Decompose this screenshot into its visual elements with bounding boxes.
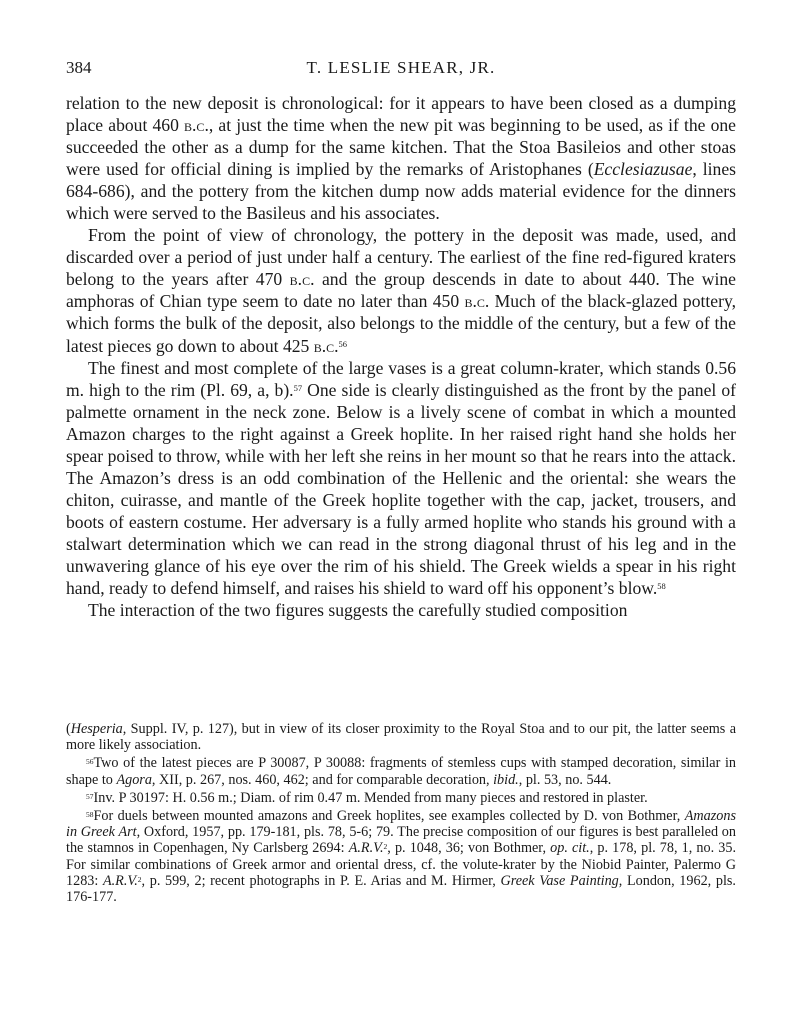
paragraph-3: The finest and most complete of the large vases is a great column-krater, which stands 0.56 m. high to the rim (Pl. 69, a, b).$^{57}$ One side is clearly distinguished as the front by the panel of palmette ornament in the neck zone. Below is a lively scene of combat in which a mounted Amazon charges to the right against a Greek hoplite. In her raised right hand she holds her spear poised to throw, while with her left she reins in her mount so that he rears into the attack. The Amazon’s dress is an odd combination of the Hellenic and the oriental: she wears the chiton, cuirasse, and mantle of the Greek hoplite together with the cap, jacket, trousers, and boots of eastern costume. Her adversary is a fully armed hoplite who stands his ground with a stalwart determination which we can read in the strong diagonal thrust of his leg and in the unwavering glance of his eye over the rim of his shield. The Greek wields a spear in his right hand, ready to defend himself, and raises his shield to ward off his opponent’s blow.$^{58}$ (66, 357, 736, 599)
footnote-continuation: (Hesperia, Suppl. IV, p. 127), but in view of its closer proximity to the Royal Stoa and to our pit, the latter seems a more likely association. (66, 721, 736, 754)
footnote-57: $^{57}$Inv. P 30197: H. 0.56 m.; Diam. of rim 0.47 m. Mended from many pieces and restored in plaster. (86, 789, 648, 806)
page-header (66, 58, 736, 82)
footnote-number: 56 (86, 757, 94, 767)
footnote-56: $^{56}$Two of the latest pieces are P 30087, P 30088: fragments of stemless cups with stamped decoration, similar in shape to Agora, XII, p. 267, nos. 460, 462; and for comparable decoration, ibid., pl. 53, no. 544. (66, 755, 736, 788)
running-head: T. LESLIE SHEAR, JR. (306, 58, 496, 77)
footnote-ref: 58 (657, 581, 666, 592)
paragraph-2: From the point of view of chronology, the pottery in the deposit was made, used, and discarded over a period of just under half a century. The earliest of the fine red-figured kraters belong to the years after 470 b.c. and the group descends in date to about 440. The wine amphoras of Chian type seem to date no later than 450 b.c. Much of the black-glazed pottery, which forms the bulk of the deposit, also belongs to the middle of the century, but a few of the latest pieces go down to about 425 b.c.$^{56}$ (66, 225, 736, 356)
page-number: 384 (66, 58, 92, 77)
paragraph-4: The interaction of the two figures suggests the carefully studied composition (88, 600, 628, 621)
footnotes (66, 721, 736, 905)
footnote-ref: 56 (338, 338, 348, 349)
body-text (66, 92, 736, 621)
paragraph-1: relation to the new deposit is chronological: for it appears to have been closed as a dumping place about 460 b.c., at just the time when the new pit was beginning to be used, as if the one succeeded the other as a dump for the same kitchen. That the Stoa Basileios and other stoas were used for official dining is implied by the remarks of Aristophanes (Ecclesiazusae, lines 684-686), and the pottery from the kitchen dump now adds material evidence for the dinners which were served to the Basileus and his associates. (66, 93, 736, 224)
footnote-number: 58 (86, 810, 94, 820)
footnote-58: $^{58}$For duels between mounted amazons and Greek hoplites, see examples collected by D. von Bothmer, Amazons in Greek Art, Oxford, 1957, pp. 179-181, pls. 78, 5-6; 79. The precise composition of our figures is best paralleled on the stamnos in Copenhagen, Ny Carlsberg 2694: A.R.V.$^2$, p. 1048, 36; von Bothmer, op. cit., p. 178, pl. 78, 1, no. 35. For similar combinations of Greek armor and oriental dress, cf. the volute-krater by the Niobid Painter, Palermo G 1283: A.R.V.$^2$, p. 599, 2; recent photographs in P. E. Arias and M. Hirmer, Greek Vase Painting, London, 1962, pls. 176-177. (66, 808, 736, 906)
work-title: Ecclesiazusae (593, 159, 693, 180)
footnote-number: 57 (86, 791, 94, 801)
footnote-ref: 57 (293, 382, 303, 393)
